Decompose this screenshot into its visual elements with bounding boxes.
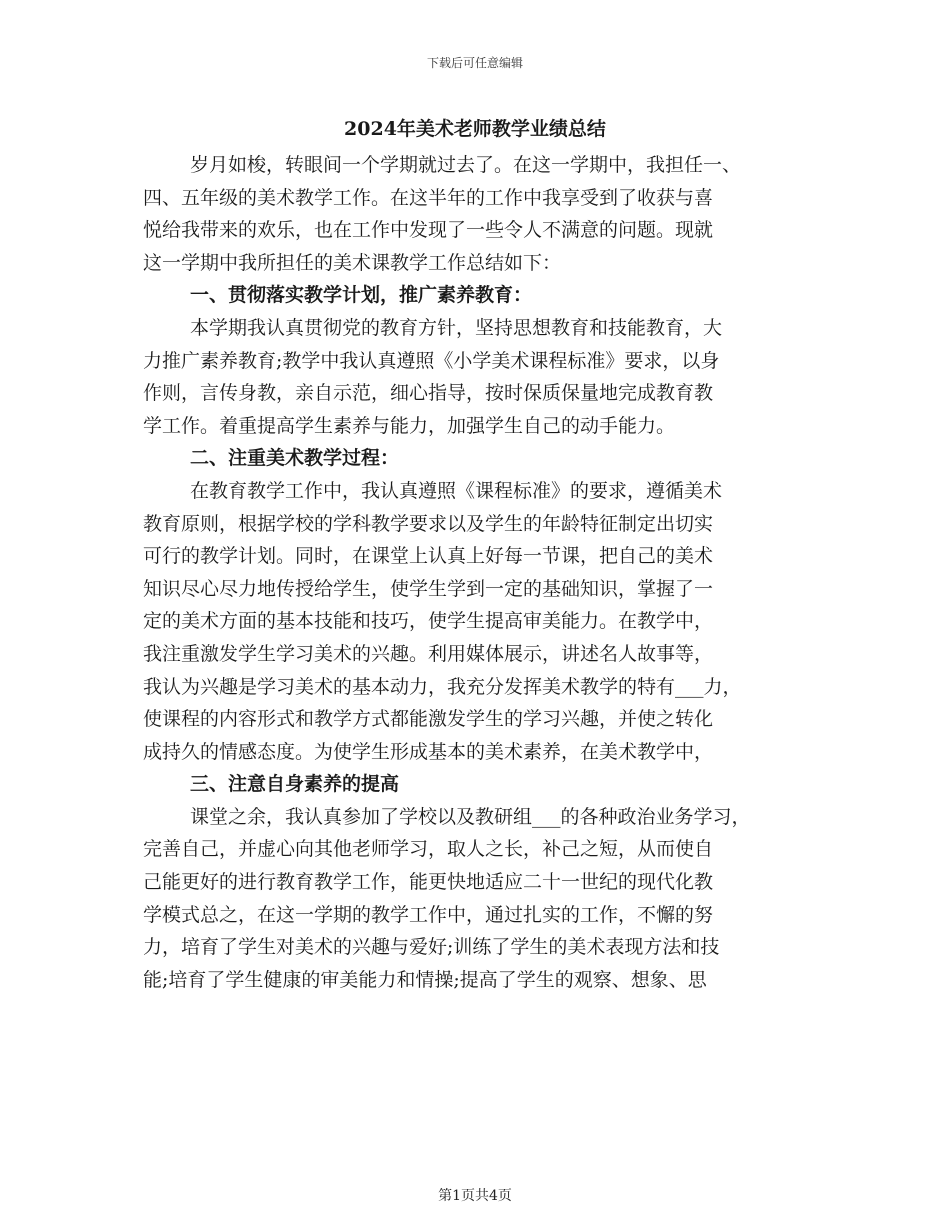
paragraph-line: 我认为兴趣是学习美术的基本动力，我充分发挥美术教学的特有___力， — [143, 675, 742, 698]
paragraph-line: 四、五年级的美术教学工作。在这半年的工作中我享受到了收获与喜 — [143, 186, 714, 209]
paragraph-line: 教育原则，根据学校的学科教学要求以及学生的年龄特征制定出切实 — [143, 512, 714, 535]
paragraph-line: 定的美术方面的基本技能和技巧，使学生提高审美能力。在教学中， — [143, 610, 714, 633]
paragraph-line: 岁月如梭，转眼间一个学期就过去了。在这一学期中，我担任一、 — [190, 154, 742, 176]
paragraph-line: 己能更好的进行教育教学工作，能更快地适应二十一世纪的现代化教 — [143, 871, 714, 894]
paragraph-line: 可行的教学计划。同时，在课堂上认真上好每一节课，把自己的美术 — [143, 545, 714, 568]
paragraph-line: 成持久的情感态度。为使学生形成基本的美术素养，在美术教学中， — [143, 740, 714, 763]
paragraph-line: 力，培育了学生对美术的兴趣与爱好;训练了学生的美术表现方法和技 — [143, 936, 720, 959]
paragraph-line: 课堂之余，我认真参加了学校以及教研组___的各种政治业务学习， — [190, 805, 751, 828]
paragraph-line: 使课程的内容形式和教学方式都能激发学生的学习兴趣，并使之转化 — [143, 708, 714, 731]
paragraph-line: 本学期我认真贯彻党的教育方针，坚持思想教育和技能教育，大 — [190, 316, 723, 339]
paragraph-line: 悦给我带来的欢乐，也在工作中发现了一些令人不满意的问题。现就 — [143, 219, 714, 242]
paragraph-line: 能;培育了学生健康的审美能力和情操;提高了学生的观察、想象、思 — [143, 968, 707, 991]
paragraph-line: 力推广素养教育;教学中我认真遵照《小学美术课程标准》要求，以身 — [143, 349, 720, 372]
paragraph-line: 这一学期中我所担任的美术课教学工作总结如下： — [143, 251, 562, 274]
section-heading-3: 三、注意自身素养的提高 — [190, 773, 400, 796]
section-heading-1: 一、贯彻落实教学计划，推广素养教育： — [190, 284, 533, 307]
paragraph-line: 在教育教学工作中，我认真遵照《课程标准》的要求，遵循美术 — [190, 479, 723, 502]
page-footer: 第1页共4页 — [438, 1188, 512, 1204]
paragraph-line: 知识尽心尽力地传授给学生，使学生学到一定的基础知识，掌握了一 — [143, 577, 714, 600]
paragraph-line: 完善自己，并虚心向其他老师学习，取人之长，补己之短，从而使自 — [143, 838, 714, 861]
paragraph-line: 我注重激发学生学习美术的兴趣。利用媒体展示，讲述名人故事等， — [143, 642, 714, 665]
section-heading-2: 二、注重美术教学过程： — [190, 447, 400, 470]
paragraph-line: 学工作。着重提高学生素养与能力，加强学生自己的动手能力。 — [143, 414, 676, 437]
paragraph-line: 作则，言传身教，亲自示范，细心指导，按时保质保量地完成教育教 — [143, 382, 714, 405]
document-body — [143, 149, 818, 996]
paragraph-line: 学模式总之，在这一学期的教学工作中，通过扎实的工作，不懈的努 — [143, 903, 714, 926]
document-title: 2024年美术老师教学业绩总结 — [344, 118, 606, 140]
header-note: 下载后可任意编辑 — [426, 56, 523, 70]
